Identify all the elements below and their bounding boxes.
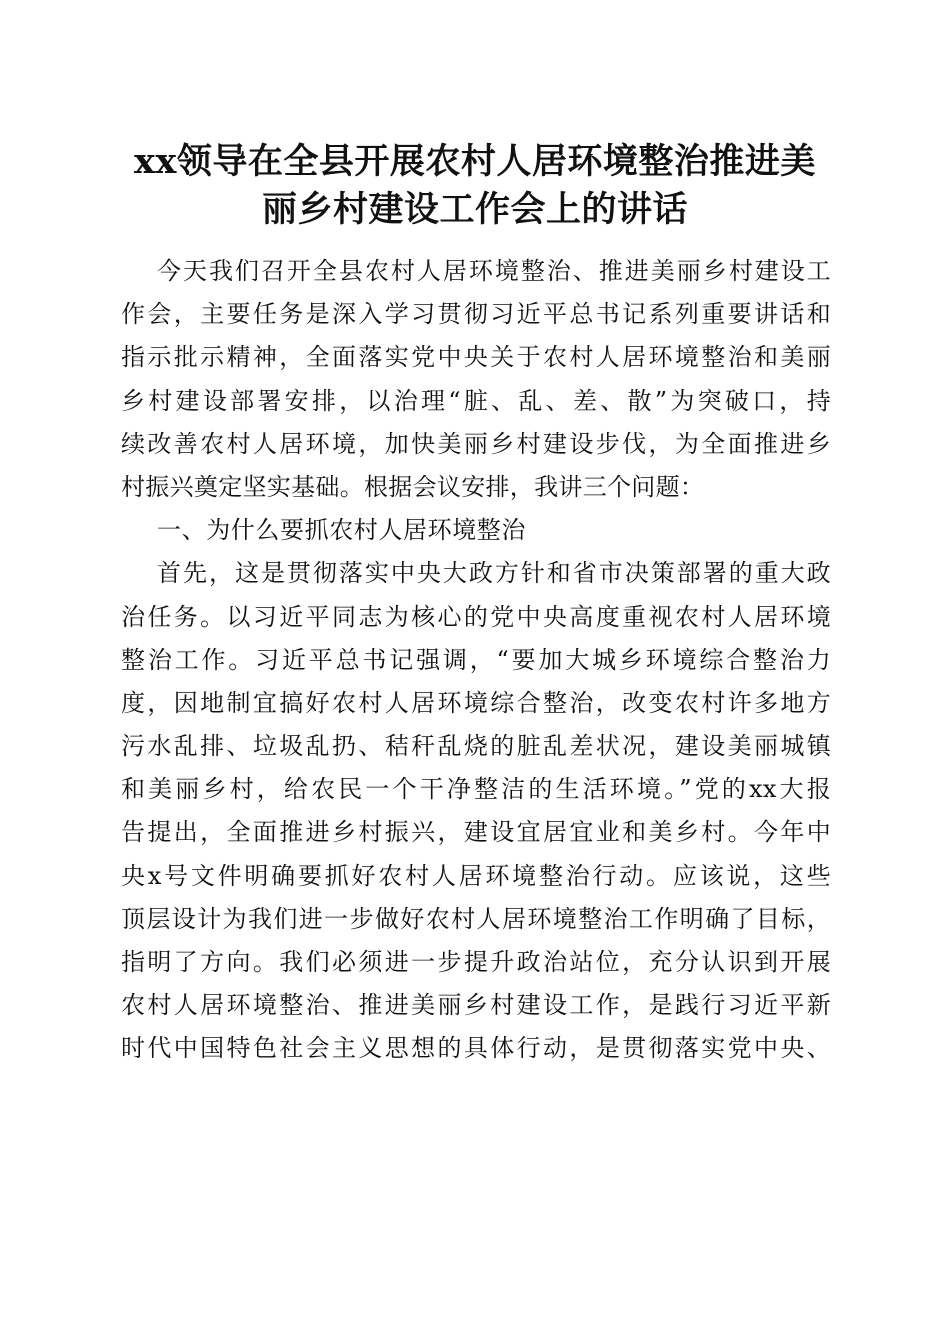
paragraph-line: 指明了方向。我们必须进一步提升政治站位，充分认识到开展 [121, 948, 831, 976]
paragraph-line: 时代中国特色社会主义思想的具体行动，是贯彻落实党中央、 [121, 1034, 831, 1063]
paragraph-line: 告提出，全面推进乡村振兴，建设宜居宜业和美乡村。今年中 [121, 818, 831, 847]
paragraph-line: 整治工作。习近平总书记强调，“要加大城乡环境综合整治力 [121, 645, 831, 674]
document-title [100, 138, 850, 234]
paragraph-line: 作会，主要任务是深入学习贯彻习近平总书记系列重要讲话和 [121, 300, 831, 329]
paragraph-line: 首先，这是贯彻落实中央大政方针和省市决策部署的重大政 [157, 559, 831, 588]
paragraph-line: 和美丽乡村，给农民一个干净整洁的生活环境。”党的xx大报 [121, 775, 831, 804]
paragraph-line: 治任务。以习近平同志为核心的党中央高度重视农村人居环境 [121, 602, 831, 631]
section-heading: 一、为什么要抓农村人居环境整治 [157, 516, 526, 545]
paragraph-line: 村振兴奠定坚实基础。根据会议安排，我讲三个问题： [121, 472, 705, 501]
title-line-1: xx领导在全县开展农村人居环境整治推进美 [134, 141, 816, 182]
paragraph-line: 央x号文件明确要抓好农村人居环境整治行动。应该说，这些 [121, 861, 831, 890]
paragraph-line: 指示批示精神，全面落实党中央关于农村人居环境整治和美丽 [121, 343, 831, 372]
paragraph-line: 度，因地制宜搞好农村人居环境综合整治，改变农村许多地方 [121, 688, 831, 717]
paragraph-line: 续改善农村人居环境，加快美丽乡村建设步伐，为全面推进乡 [121, 429, 831, 458]
paragraph-line: 今天我们召开全县农村人居环境整治、推进美丽乡村建设工 [157, 257, 831, 285]
paragraph-line: 污水乱排、垃圾乱扔、秸秆乱烧的脏乱差状况，建设美丽城镇 [121, 732, 831, 761]
paragraph-line: 顶层设计为我们进一步做好农村人居环境整治工作明确了目标， [121, 904, 831, 933]
paragraph-line: 乡村建设部署安排，以治理“脏、乱、差、散”为突破口，持 [121, 386, 831, 415]
title-line-2: 丽乡村建设工作会上的讲话 [261, 189, 688, 230]
document-body [121, 250, 831, 1071]
paragraph-line: 农村人居环境整治、推进美丽乡村建设工作，是践行习近平新 [121, 991, 831, 1020]
